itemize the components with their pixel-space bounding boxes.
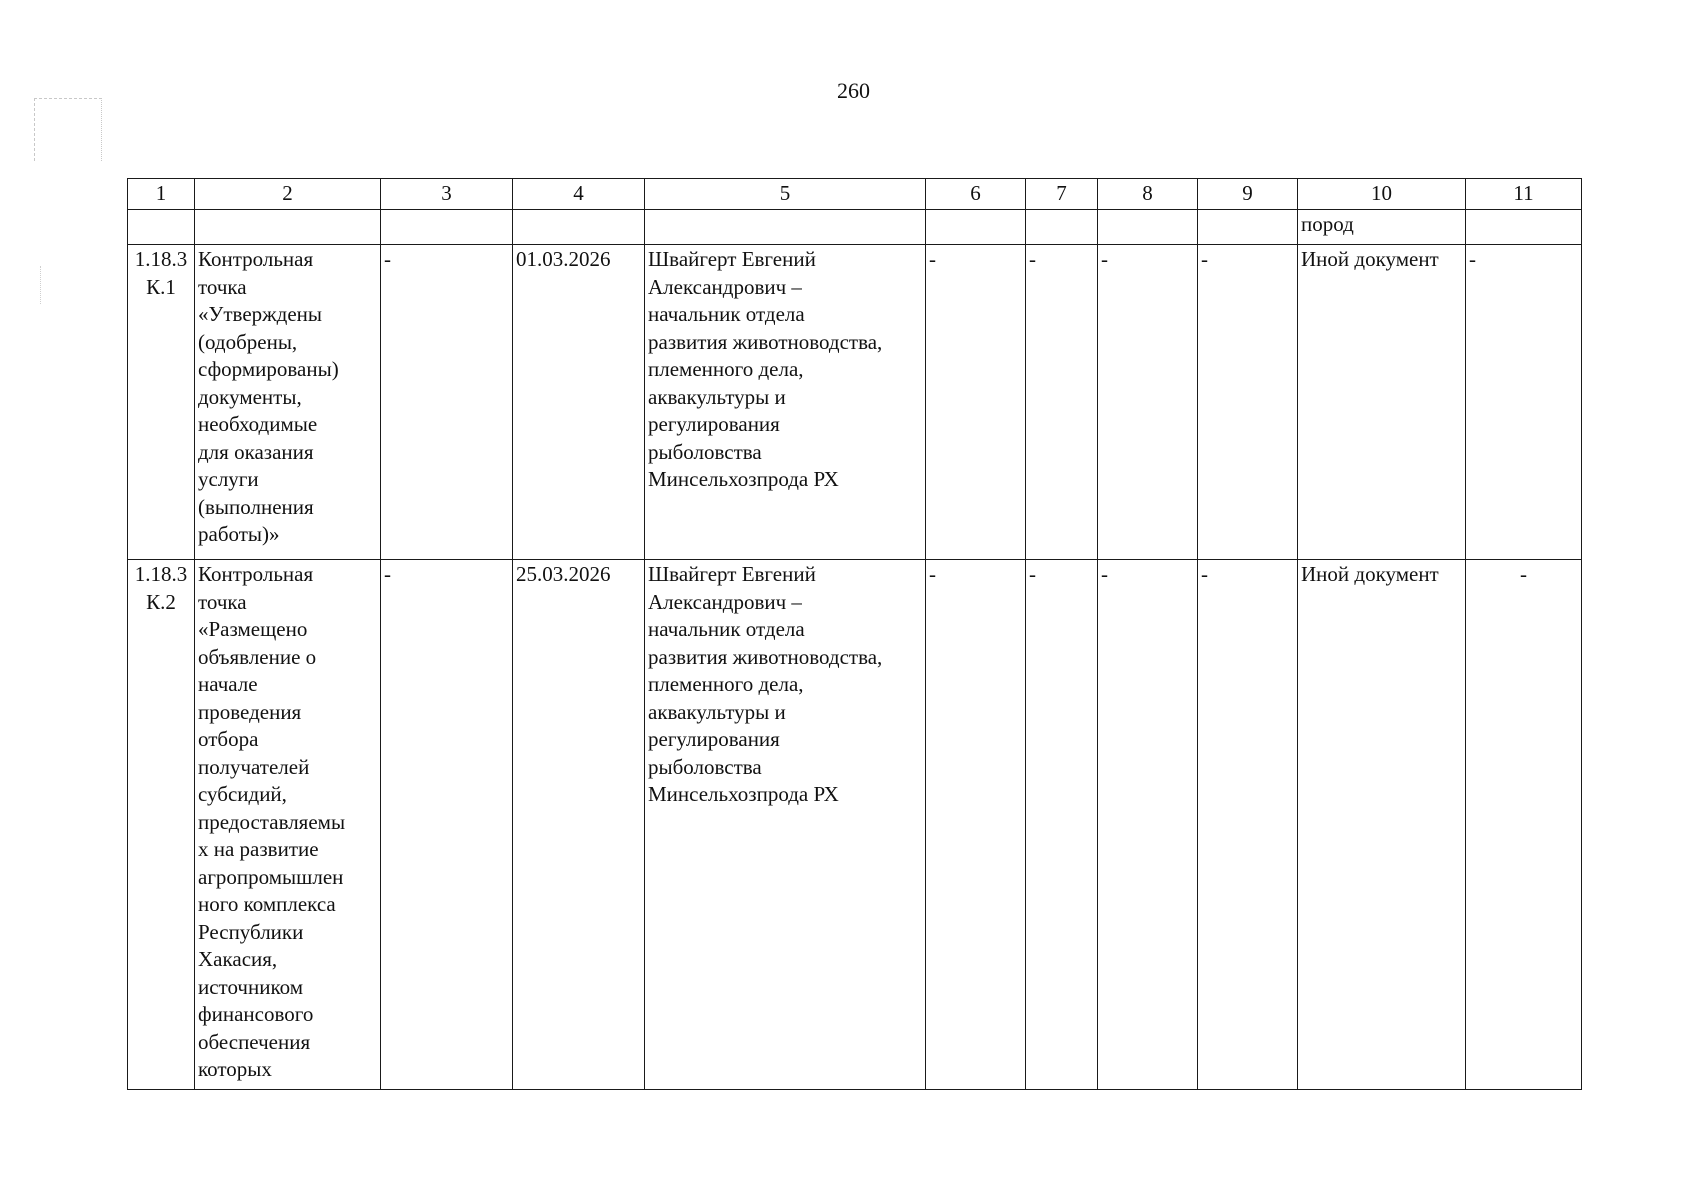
column-header: 1 bbox=[128, 179, 195, 210]
table-cell: - bbox=[1026, 245, 1098, 560]
table-cell: - bbox=[926, 245, 1026, 560]
page-number: 260 bbox=[837, 78, 870, 103]
scan-artifact bbox=[40, 266, 51, 304]
table-cell: пород bbox=[1298, 210, 1466, 245]
table-cell: - bbox=[1198, 245, 1298, 560]
table-cell: - bbox=[1098, 245, 1198, 560]
column-header: 2 bbox=[195, 179, 381, 210]
name-cell: Контрольная точка «Размещено объявление о начале проведения отбора получателей субсидий, предоставляемы х на развитие агропромышлен ного комплекса Республики Хакасия, источником финансового обеспечения которых bbox=[195, 560, 381, 1090]
column-header: 9 bbox=[1198, 179, 1298, 210]
column-header: 5 bbox=[645, 179, 926, 210]
table-row bbox=[128, 245, 1582, 560]
column-header: 6 bbox=[926, 179, 1026, 210]
column-header: 10 bbox=[1298, 179, 1466, 210]
row-number-cell: 1.18.3 К.2 bbox=[128, 560, 195, 1090]
row-number-cell: 1.18.3 К.1 bbox=[128, 245, 195, 560]
table-cell bbox=[195, 210, 381, 245]
continuation-row bbox=[128, 210, 1582, 245]
table-cell bbox=[1098, 210, 1198, 245]
responsible-cell: Швайгерт Евгений Александрович – начальник отдела развития животноводства, племенного дела, аквакультуры и регулирования рыболовства Минсельхозпрода РХ bbox=[645, 245, 926, 560]
document-table bbox=[127, 178, 1582, 1090]
table-cell bbox=[381, 210, 513, 245]
document-type-cell: Иной документ bbox=[1298, 245, 1466, 560]
table-cell: - bbox=[381, 560, 513, 1090]
column-header: 3 bbox=[381, 179, 513, 210]
scan-artifact bbox=[34, 98, 102, 161]
document-type-cell: Иной документ bbox=[1298, 560, 1466, 1090]
table-cell bbox=[645, 210, 926, 245]
table-cell bbox=[926, 210, 1026, 245]
table-cell bbox=[1198, 210, 1298, 245]
date-cell: 25.03.2026 bbox=[513, 560, 645, 1090]
table-cell bbox=[513, 210, 645, 245]
column-header: 8 bbox=[1098, 179, 1198, 210]
column-header: 4 bbox=[513, 179, 645, 210]
table-cell bbox=[1466, 210, 1582, 245]
column-header: 11 bbox=[1466, 179, 1582, 210]
table-cell: - bbox=[381, 245, 513, 560]
table-cell: - bbox=[1466, 245, 1582, 560]
table-cell: - bbox=[1466, 560, 1582, 1090]
table-cell: - bbox=[926, 560, 1026, 1090]
table-cell: - bbox=[1026, 560, 1098, 1090]
table-row bbox=[128, 560, 1582, 1090]
table-cell: - bbox=[1098, 560, 1198, 1090]
table-cell: - bbox=[1198, 560, 1298, 1090]
table-cell bbox=[128, 210, 195, 245]
header-row bbox=[128, 179, 1582, 210]
responsible-cell: Швайгерт Евгений Александрович – начальник отдела развития животноводства, племенного дела, аквакультуры и регулирования рыболовства Минсельхозпрода РХ bbox=[645, 560, 926, 1090]
column-header: 7 bbox=[1026, 179, 1098, 210]
table-cell bbox=[1026, 210, 1098, 245]
date-cell: 01.03.2026 bbox=[513, 245, 645, 560]
name-cell: Контрольная точка «Утверждены (одобрены, сформированы) документы, необходимые для оказания услуги (выполнения работы)» bbox=[195, 245, 381, 560]
